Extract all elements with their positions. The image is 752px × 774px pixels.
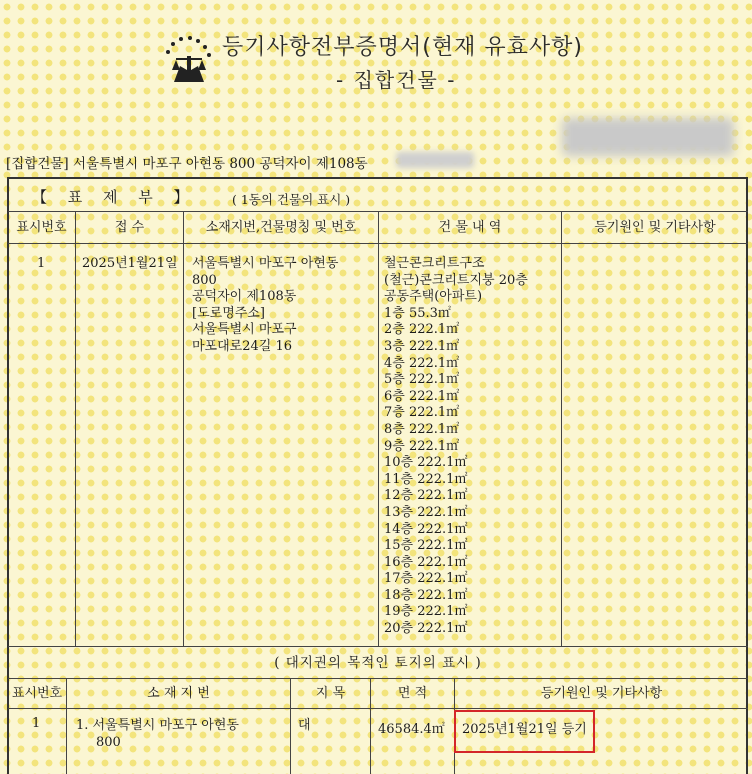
section-title-pyojebu: 【 표 제 부 】	[32, 188, 197, 206]
floor-entry: 14층 222.1㎡	[384, 521, 468, 537]
land-header-location: 소 재 지 번	[147, 686, 210, 701]
row-location: 서울특별시 마포구 아현동 800 공덕자이 제108동 [도로명주소] 서울특별시 마포구 마포대로24길 16	[192, 256, 339, 354]
floor-entry: 1층 55.3㎡	[384, 305, 451, 321]
document-subtitle: - 집합건물 -	[336, 68, 457, 92]
floor-entry: 19층 222.1㎡	[384, 604, 468, 620]
document-title: 등기사항전부증명서(현재 유효사항)	[222, 35, 583, 60]
floor-entry: 20층 222.1㎡	[384, 621, 468, 637]
floor-entry: 17층 222.1㎡	[384, 571, 468, 587]
floor-entry: 18층 222.1㎡	[384, 587, 468, 603]
floor-entry: 16층 222.1㎡	[384, 554, 468, 570]
redacted-area	[562, 118, 734, 156]
land-row-location: 1. 서울특별시 마포구 아현동 800	[76, 718, 239, 750]
floor-entry: 2층 222.1㎡	[384, 322, 460, 338]
property-address-line: [집합건물] 서울특별시 마포구 아현동 800 공덕자이 제108동	[6, 156, 368, 172]
floor-entry: 9층 222.1㎡	[384, 438, 460, 454]
floor-entry: 3층 222.1㎡	[384, 338, 460, 354]
land-section-title: ( 대지권의 목적인 토지의 표시 )	[274, 655, 482, 671]
floor-entry: 15층 222.1㎡	[384, 538, 468, 554]
floor-entry: 8층 222.1㎡	[384, 421, 460, 437]
land-header-cause: 등기원인 및 기타사항	[540, 686, 663, 701]
land-row-area: 46584.4㎡	[378, 722, 445, 737]
row-receipt-date: 2025년1월21일	[82, 256, 178, 271]
row-display-no: 1	[37, 256, 46, 271]
header-building-details: 건 물 내 역	[438, 220, 502, 235]
floor-entry: 12층 222.1㎡	[384, 488, 468, 504]
land-header-display-no: 표시번호	[11, 686, 63, 701]
header-display-no: 표시번호	[16, 220, 67, 235]
header-receipt: 접 수	[114, 220, 145, 235]
floor-entry: 4층 222.1㎡	[384, 355, 460, 371]
row-building-details: 철근콘크리트구조 (철근)콘크리트지붕 20층 공동주택(아파트) 1층 55.3㎡ 2층 222.1㎡ 3층 222.1㎡ 4층 222.1㎡ 5층 222.1㎡ 6층 222.1㎡ 7층 222.1㎡ 8층 222.1㎡ 9층 222.1㎡ 10층 222.1㎡ 11층 222.1㎡ 12층 222.1㎡ 13층 222.1㎡ 14층 222.1㎡ 15층 222.1㎡ 16층 222.1㎡ 17층 222.1㎡ 18층 222.1㎡ 19층 222.1㎡ 20층 222.1㎡	[384, 256, 528, 637]
floor-entry: 11층 222.1㎡	[384, 471, 468, 487]
court-emblem-icon	[160, 30, 216, 86]
floor-entry: 5층 222.1㎡	[384, 372, 460, 388]
land-header-type: 지 목	[315, 686, 346, 701]
header-cause: 등기원인 및 기타사항	[594, 220, 716, 235]
redacted-unit	[396, 152, 474, 168]
floor-entry: 13층 222.1㎡	[384, 504, 468, 520]
land-row-type: 대	[298, 718, 311, 733]
header-location: 소재지번,건물명칭 및 번호	[205, 220, 357, 235]
section-subtitle: ( 1동의 건물의 표시 )	[232, 192, 351, 207]
land-row-display-no: 1	[32, 716, 41, 731]
land-header-area: 면 적	[397, 686, 428, 701]
land-row-cause: 2025년1월21일 등기	[462, 722, 587, 737]
highlight-box	[454, 710, 595, 753]
floor-entry: 10층 222.1㎡	[384, 455, 468, 471]
floor-entry: 7층 222.1㎡	[384, 405, 460, 421]
floor-entry: 6층 222.1㎡	[384, 388, 460, 404]
